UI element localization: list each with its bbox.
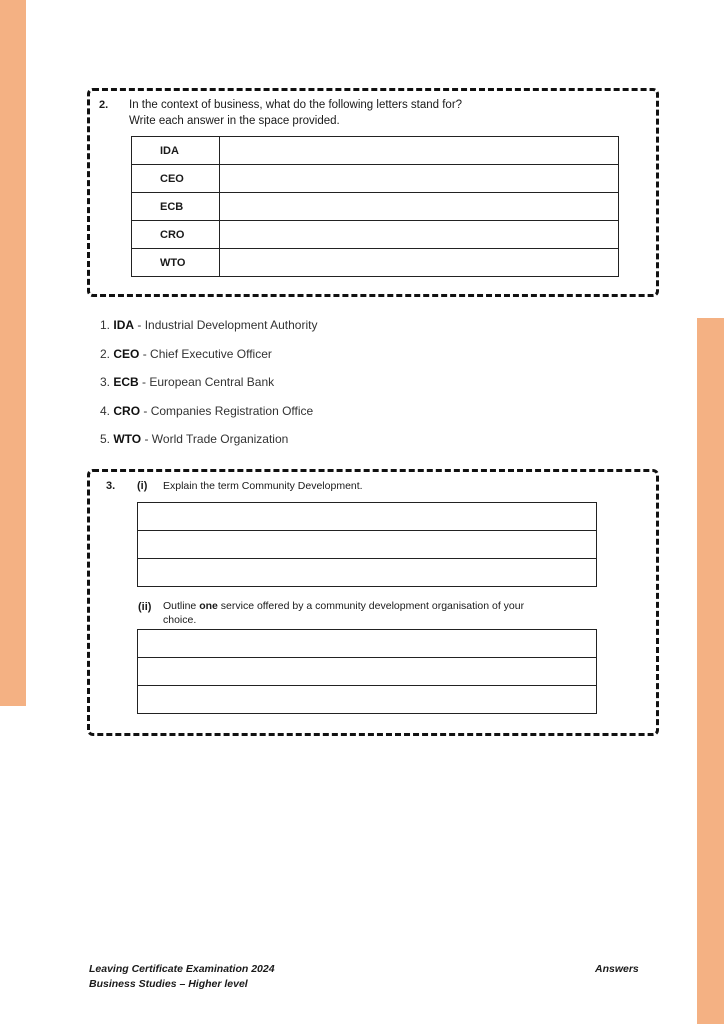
table-row [132,193,619,221]
part-label: (i) [137,480,148,492]
footer-subject: Business Studies – Higher level [89,978,248,990]
table-row [132,137,619,165]
list-item [100,373,317,402]
list-item [100,345,317,374]
item-number: 5. [100,432,111,446]
part-1-text: Explain the term Community Development. [163,480,363,492]
list-item [100,316,317,345]
question-2-box [87,88,659,297]
abbr-cell: CRO [132,221,220,249]
answer-line [138,686,597,714]
item-abbr: CRO [113,403,141,418]
answer-cell[interactable] [220,221,619,249]
footer-right: Answers [595,963,639,975]
footer-exam: Leaving Certificate Examination 2024 [89,963,275,975]
item-abbr: WTO [113,432,142,446]
table-row [132,165,619,193]
answer-cell[interactable] [220,165,619,193]
footer-left [89,962,275,992]
answer-cell[interactable] [220,249,619,277]
answer-line-cell[interactable] [138,686,597,714]
answer-line-cell[interactable] [138,531,597,559]
answer-line-cell[interactable] [138,503,597,531]
left-margin-bar [0,0,26,706]
question-number: 2. [99,99,109,111]
part-2-line-1: Outline one service offered by a community development organisation of your [163,600,525,612]
abbr-cell: ECB [132,193,220,221]
answer-line [138,503,597,531]
item-text: - European Central Bank [138,375,275,389]
item-number: 1. [100,318,111,332]
answer-line [138,559,597,587]
item-text: - Industrial Development Authority [134,318,318,332]
item-text: - Companies Registration Office [140,403,314,418]
question-line-1: In the context of business, what do the following letters stand for? [129,99,463,111]
part-2-text [163,599,524,627]
answer-cell[interactable] [220,193,619,221]
abbreviation-table [131,136,619,277]
question-3-box [87,469,659,736]
item-abbr: ECB [113,375,139,389]
answer-line [138,658,597,686]
abbr-cell: CEO [132,165,220,193]
item-text: - World Trade Organization [141,432,289,446]
abbr-cell: IDA [132,137,220,165]
part-2-line-2: choice. [163,614,197,626]
item-text: - Chief Executive Officer [139,346,272,361]
list-item [100,430,317,459]
table-row [132,249,619,277]
item-number: 2. [100,346,111,361]
abbr-cell: WTO [132,249,220,277]
item-abbr: IDA [113,318,135,332]
question-number: 3. [106,480,116,492]
item-number: 3. [100,375,111,389]
answer-cell[interactable] [220,137,619,165]
answer-lines-part-1 [137,502,597,587]
item-number: 4. [100,403,111,418]
answer-line-cell[interactable] [138,559,597,587]
right-margin-bar [697,318,724,1024]
question-line-2: Write each answer in the space provided. [129,115,340,127]
part-label: (ii) [138,601,152,613]
item-abbr: CEO [113,346,140,361]
answers-list [100,316,317,459]
answer-line-cell[interactable] [138,630,597,658]
table-row [132,221,619,249]
question-text [129,97,462,129]
answer-lines-part-2 [137,629,597,714]
answer-line [138,531,597,559]
answer-line-cell[interactable] [138,658,597,686]
list-item [100,402,317,431]
answer-line [138,630,597,658]
